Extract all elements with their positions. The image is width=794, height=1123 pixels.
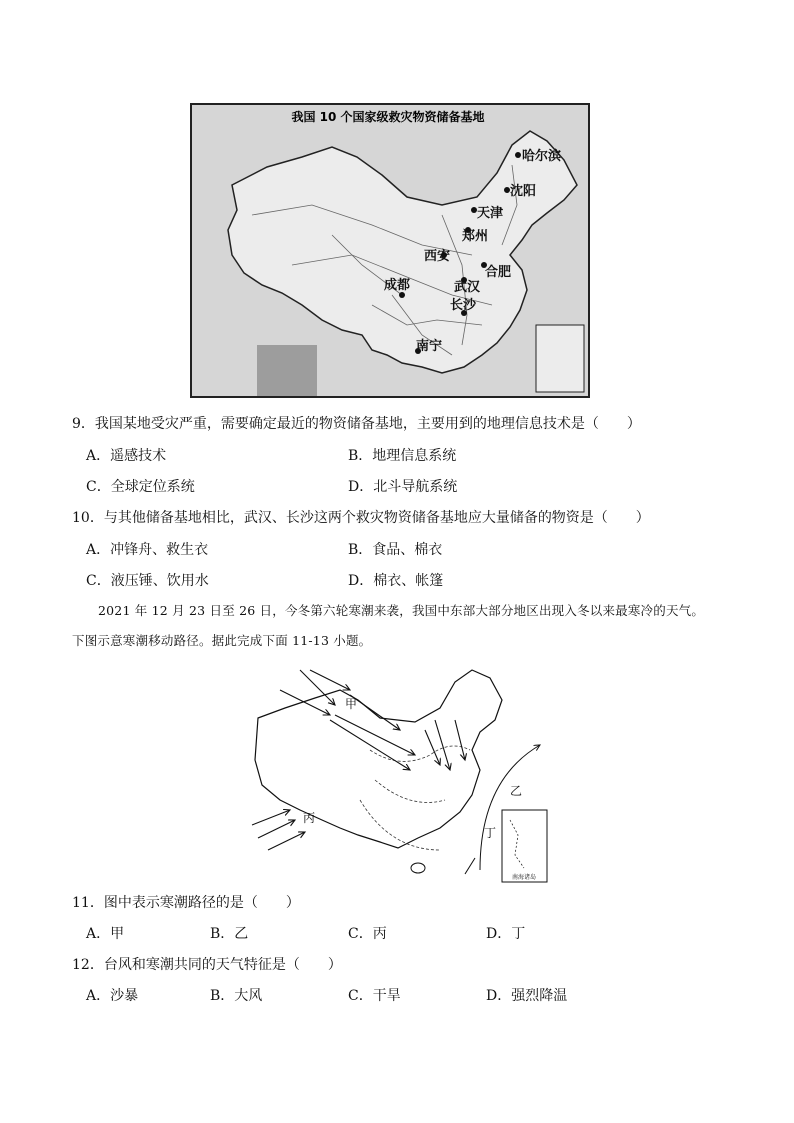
q10-option-b[interactable]: B．食品、棉衣 — [348, 542, 443, 558]
south-china-sea-inset-2 — [502, 810, 547, 882]
q12-option-a[interactable]: A．沙暴 — [86, 988, 139, 1004]
label-bing: 丙 — [303, 811, 316, 825]
city-changsha: 长沙 — [450, 298, 477, 313]
question-12-stem: 12．台风和寒潮共同的天气特征是（ ） — [72, 957, 342, 973]
cold-wave-path-map — [240, 660, 550, 885]
q11-option-b[interactable]: B．乙 — [210, 926, 249, 942]
south-china-sea-inset — [536, 325, 584, 392]
q12-option-b[interactable]: B．大风 — [210, 988, 263, 1004]
question-11-stem: 11．图中表示寒潮路径的是（ ） — [72, 895, 300, 911]
q9-option-d[interactable]: D．北斗导航系统 — [348, 479, 458, 495]
city-chengdu: 成都 — [384, 278, 411, 293]
city-harbin: 哈尔滨 — [522, 149, 562, 164]
q11-option-d[interactable]: D．丁 — [486, 926, 526, 942]
cold-wave-intro-line2: 下图示意寒潮移动路径。据此完成下面 11-13 小题。 — [72, 633, 372, 648]
city-hefei: 合肥 — [485, 265, 512, 280]
city-xian: 西安 — [424, 249, 451, 264]
question-10-stem: 10．与其他储备基地相比，武汉、长沙这两个救灾物资储备基地应大量储备的物资是（ ） — [72, 510, 650, 526]
q10-option-d[interactable]: D．棉衣、帐篷 — [348, 573, 444, 589]
cold-wave-map-svg — [240, 660, 550, 885]
q12-option-c[interactable]: C．干旱 — [348, 988, 401, 1004]
city-shenyang: 沈阳 — [510, 184, 537, 199]
q10-option-c[interactable]: C．液压锤、饮用水 — [86, 573, 209, 589]
path-jia-arrows — [280, 670, 465, 770]
city-tianjin: 天津 — [477, 206, 504, 221]
inset-caption: 南海诸岛 — [511, 874, 537, 881]
city-nanning: 南宁 — [416, 339, 443, 354]
q10-option-a[interactable]: A．冲锋舟、救生衣 — [86, 542, 209, 558]
path-bing-arrows — [252, 810, 305, 850]
label-yi: 乙 — [510, 784, 523, 798]
map1-title: 我国 10 个国家级救灾物资储备基地 — [291, 110, 485, 124]
q9-option-b[interactable]: B．地理信息系统 — [348, 448, 457, 464]
q11-option-a[interactable]: A．甲 — [86, 926, 125, 942]
question-9-stem: 9．我国某地受灾严重，需要确定最近的物资储备基地，主要用到的地理信息技术是（ ） — [72, 416, 641, 432]
china-map-svg — [192, 105, 588, 396]
q12-option-d[interactable]: D．强烈降温 — [486, 988, 568, 1004]
city-zhengzhou: 郑州 — [462, 229, 489, 244]
q9-option-a[interactable]: A．遥感技术 — [86, 448, 167, 464]
q9-option-c[interactable]: C．全球定位系统 — [86, 479, 195, 495]
cold-wave-intro-line1: 2021 年 12 月 23 日至 26 日，今冬第六轮寒潮来袭，我国中东部大部分地区出现入冬以来最寒冷的天气。 — [98, 603, 705, 618]
city-wuhan: 武汉 — [454, 280, 481, 295]
label-ding: 丁 — [484, 826, 497, 840]
q11-option-c[interactable]: C．丙 — [348, 926, 387, 942]
relief-supply-base-map — [190, 103, 590, 398]
label-jia: 甲 — [345, 697, 358, 711]
